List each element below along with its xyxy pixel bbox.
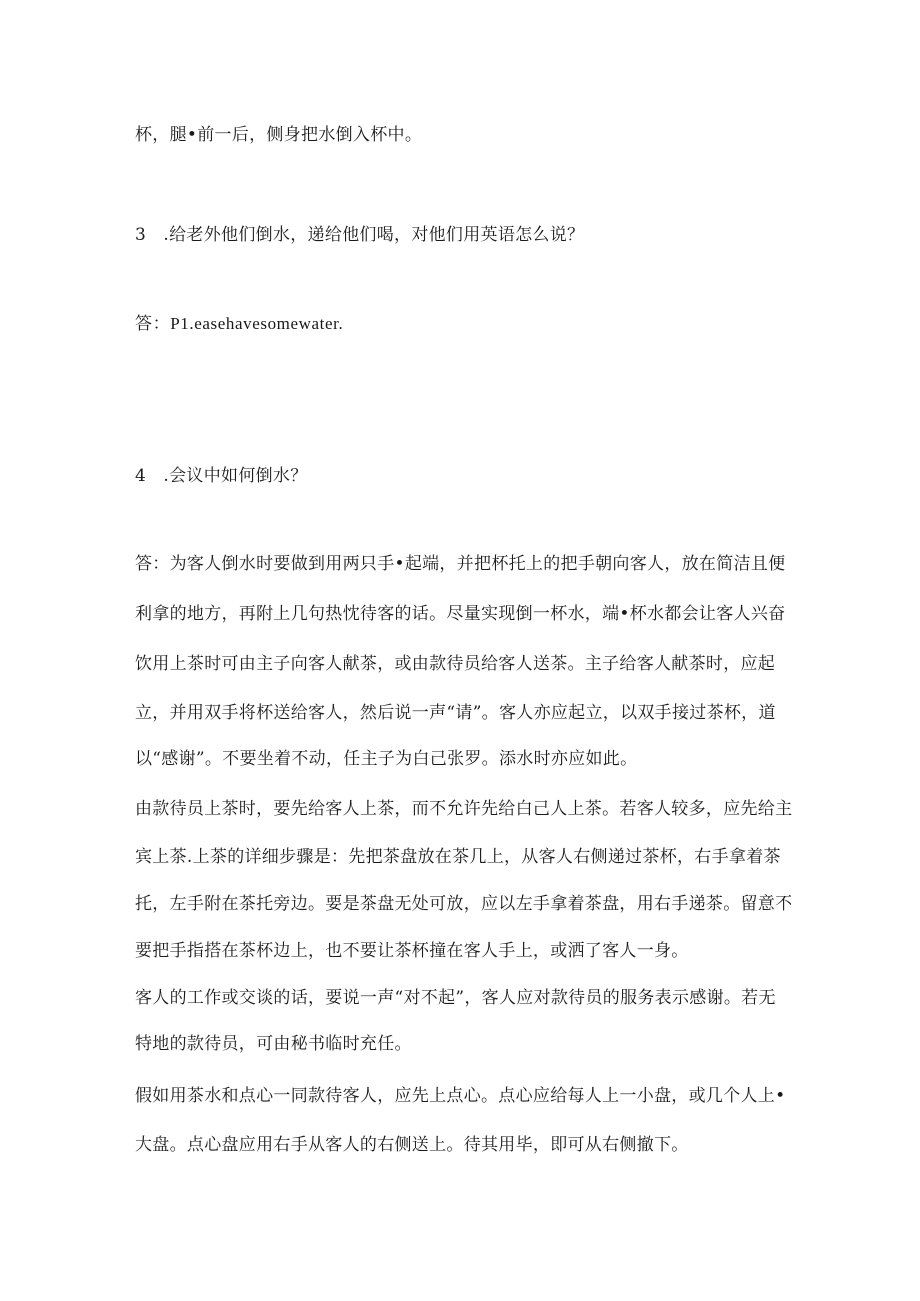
paragraph-snacks-line-2: 大盘。点心盘应用右手从客人的右侧送上。待其用毕，即可从右侧撤下。: [135, 1135, 689, 1155]
paragraph-serving-line-1: 由款待员上茶时，要先给客人上茶，而不允许先给白己人上茶。若客人较多，应先给主: [135, 799, 793, 819]
answer-4-line-4: 立，并用双手将杯送给客人，然后说一声“请”。客人亦应起立，以双手接过茶杯，道: [135, 703, 776, 723]
answer-4-line-2: 利拿的地方，再附上几句热忱待客的话。尽量实现倒一杯水，端•杯水都会让客人兴奋: [135, 604, 786, 624]
paragraph-serving-line-4: 要把手指搭在茶杯边上，也不要让茶杯撞在客人手上，或洒了客人一身。: [135, 941, 689, 961]
answer-4-line-1: 答：为客人倒水时要做到用两只手•起端，并把杯托上的把手朝向客人，放在简洁且便: [135, 554, 786, 574]
paragraph-serving-line-3: 托，左手附在茶托旁边。要是茶盘无处可放，应以左手拿着茶盘，用右手递茶。留意不: [135, 894, 793, 914]
question-4-heading: 4 .会议中如何倒水？: [135, 466, 308, 486]
answer-4-line-5: 以“感谢”。不要坐着不动，任主子为白己张罗。添水时亦应如此。: [135, 749, 638, 769]
paragraph-serving-line-2: 宾上茶.上茶的详细步骤是：先把茶盘放在茶几上，从客人右侧递过茶杯，右手拿着茶: [135, 847, 781, 867]
paragraph-apology-line-2: 特地的款待员，可由秘书临时充任。: [135, 1034, 412, 1054]
text-line-continuation: 杯，腿•前一后，侧身把水倒入杯中。: [135, 125, 423, 145]
question-3-heading: 3 .给老外他们倒水，递给他们喝，对他们用英语怎么说？: [135, 225, 585, 245]
paragraph-apology-line-1: 客人的工作或交谈的话，要说一声“对不起”，客人应对款待员的服务表示感谢。若无: [135, 988, 776, 1008]
answer-4-line-3: 饮用上茶时可由主子向客人献茶，或由款待员给客人送茶。主子给客人献茶时，应起: [135, 654, 776, 674]
paragraph-snacks-line-1: 假如用茶水和点心一同款待客人，应先上点心。点心应给每人上一小盘，或几个人上•: [135, 1086, 786, 1106]
answer-3-text: 答：P1.easehavesomewater.: [135, 314, 344, 333]
